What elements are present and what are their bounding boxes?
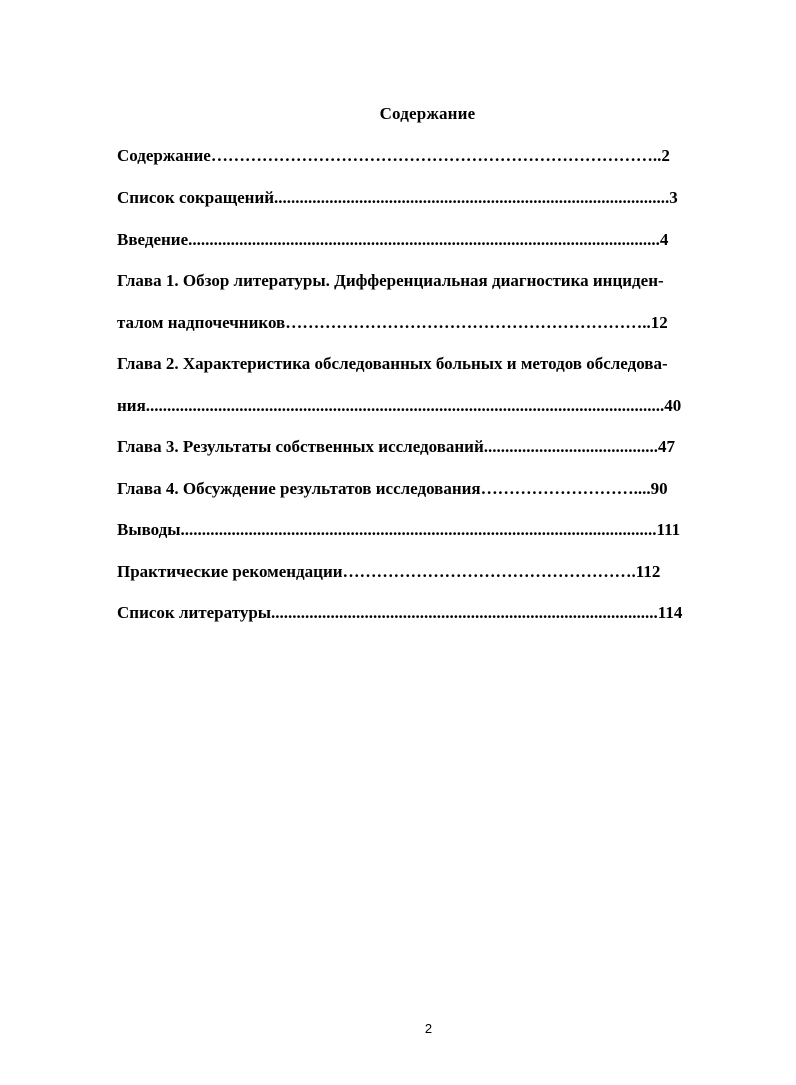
toc-entry-chapter-2-line-2: ния..........................................................................................................................40 xyxy=(117,396,682,415)
toc-entry-chapter-3: Глава 3. Результаты собственных исследований.........................................47 xyxy=(117,437,676,456)
toc-entry-recommendations: Практические рекомендации…………………………………………….112 xyxy=(117,562,661,581)
toc-entry-abbreviations: Список сокращений.............................................................................................3 xyxy=(117,188,678,207)
toc-entry-chapter-1-line-2: талом надпочечников………………………………………………………..12 xyxy=(117,313,668,332)
toc-entry-contents: Содержание……………………………………………………………………..2 xyxy=(117,146,670,165)
page-number: 2 xyxy=(424,1021,433,1036)
toc-entry-chapter-4: Глава 4. Обсуждение результатов исследования………………………....90 xyxy=(117,479,668,498)
toc-entry-chapter-1-line-1: Глава 1. Обзор литературы. Дифференциальная диагностика инциден- xyxy=(117,271,664,290)
page-title: Содержание xyxy=(379,104,476,123)
toc-entry-introduction: Введение...............................................................................................................4 xyxy=(117,230,669,249)
toc-entry-references: Список литературы...........................................................................................114 xyxy=(117,603,683,622)
toc-entry-conclusions: Выводы................................................................................................................111 xyxy=(117,520,681,539)
toc-entry-chapter-2-line-1: Глава 2. Характеристика обследованных больных и методов обследова- xyxy=(117,354,668,373)
